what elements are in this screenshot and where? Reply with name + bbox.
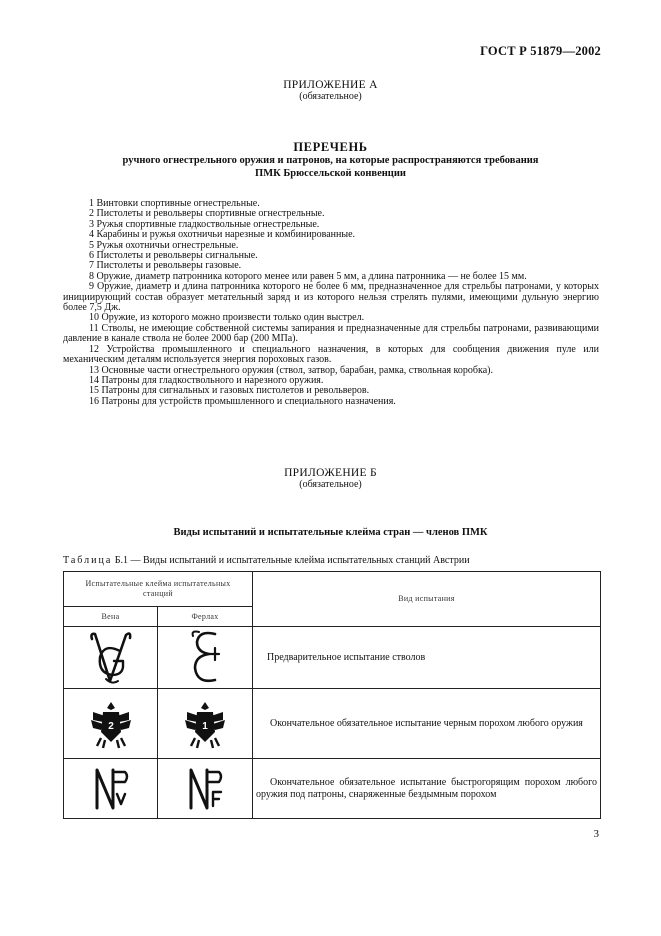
ferlach-mark-cell: [158, 627, 253, 689]
standard-number: ГОСТ Р 51879—2002: [480, 44, 601, 58]
list-item: 10 Оружие, из которого можно произвести только один выстрел.: [89, 312, 365, 324]
list-heading: ПЕРЕЧЕНЬ: [293, 140, 368, 154]
table-row: [64, 689, 601, 759]
ferlach-mark-cell: [158, 689, 253, 759]
svg-text:1: 1: [202, 720, 208, 732]
list-item: 6 Пистолеты и револьверы сигнальные.: [89, 250, 258, 262]
list-item: 15 Патроны для сигнальных и газовых пистолетов и револьверов.: [89, 385, 370, 397]
eagle-2-mark: [89, 698, 133, 750]
appendix-b-status: (обязательное): [299, 479, 362, 490]
table-caption-text: Б.1 — Виды испытаний и испытательные клейма испытательных станций Австрии: [114, 555, 470, 566]
list-item: 14 Патроны для гладкоствольного и нарезного оружия.: [89, 374, 324, 386]
list-item: 4 Карабины и ружья охотничьи нарезные и комбинированные.: [89, 229, 356, 241]
page-number: 3: [593, 828, 599, 840]
test-description: Предварительное испытание стволов: [253, 627, 601, 689]
group-header: Испытательные клейма испытательных станций: [64, 572, 253, 607]
npv-mark: [89, 764, 133, 814]
list-item: 16 Патроны для устройств промышленного и специального назначения.: [89, 395, 396, 407]
appendix-b-title: ПРИЛОЖЕНИЕ Б: [284, 467, 377, 479]
appendix-a-title: ПРИЛОЖЕНИЕ А: [283, 79, 378, 91]
appendix-a-status: (обязательное): [299, 91, 362, 102]
list-item: 2 Пистолеты и револьверы спортивные огнестрельные.: [89, 208, 325, 220]
vienna-mark-cell: [64, 689, 158, 759]
list-item: 8 Оружие, диаметр патронника которого менее или равен 5 мм, а длина патронника — не более 15 мм.: [89, 270, 527, 282]
vienna-vg-monogram: [86, 629, 136, 687]
list-subheading-line2: ПМК Брюссельской конвенции: [255, 168, 406, 179]
list-item: 5 Ружья охотничьи огнестрельные.: [89, 239, 239, 251]
npf-mark: [183, 764, 227, 814]
vienna-header: Вена: [64, 607, 158, 627]
list-item: 9 Оружие, диаметр и длина патронника которого не более 6 мм, предназначенное для стрельбы патронами, у которых инициирующий состав образует метательный заряд и из которого нельзя стрелять пулями, имеющими дульную энергию более 7,5 Дж.: [63, 281, 599, 314]
list-item: 11 Стволы, не имеющие собственной системы запирания и предназначенные для стрельбы патронами, развивающими давление в канале ствола не более 2000 бар (200 МПа).: [63, 322, 599, 345]
svg-text:2: 2: [107, 720, 114, 732]
ferlach-header: Ферлах: [158, 607, 253, 627]
proof-marks-table: [63, 571, 601, 819]
ferlach-ef-monogram: [185, 628, 225, 688]
vienna-mark-cell: [64, 759, 158, 819]
table-caption-label: Таблица: [63, 555, 113, 566]
table-caption: [63, 555, 470, 566]
list-item: 1 Винтовки спортивные огнестрельные.: [89, 198, 260, 209]
eagle-1-mark: [183, 698, 227, 750]
test-description: Окончательное обязательное испытание черным порохом любого оружия: [253, 689, 601, 759]
list-item: 12 Устройства промышленного и специального назначения, в которых для сообщения движения пуле или механическим деталям используется энергия пороховых газов.: [63, 343, 599, 366]
section-heading: Виды испытаний и испытательные клейма стран — членов ПМК: [173, 527, 488, 538]
list-item: 13 Основные части огнестрельного оружия (ствол, затвор, барабан, рамка, ствольная коробка).: [89, 364, 493, 376]
test-description: Окончательное обязательное испытание быстрогорящим порохом любого оружия под патроны, снаряженные бездымным порохом: [253, 759, 601, 819]
list-item: 3 Ружья спортивные гладкоствольные огнестрельные.: [89, 218, 320, 230]
list-item: 7 Пистолеты и револьверы газовые.: [89, 260, 242, 272]
test-type-header: Вид испытания: [253, 572, 601, 627]
list-subheading-line1: ручного огнестрельного оружия и патронов, на которые распространяются требования: [122, 155, 539, 166]
ferlach-mark-cell: [158, 759, 253, 819]
weapons-list: [63, 199, 599, 407]
vienna-mark-cell: [64, 627, 158, 689]
table-row: [64, 627, 601, 689]
table-row: [64, 759, 601, 819]
